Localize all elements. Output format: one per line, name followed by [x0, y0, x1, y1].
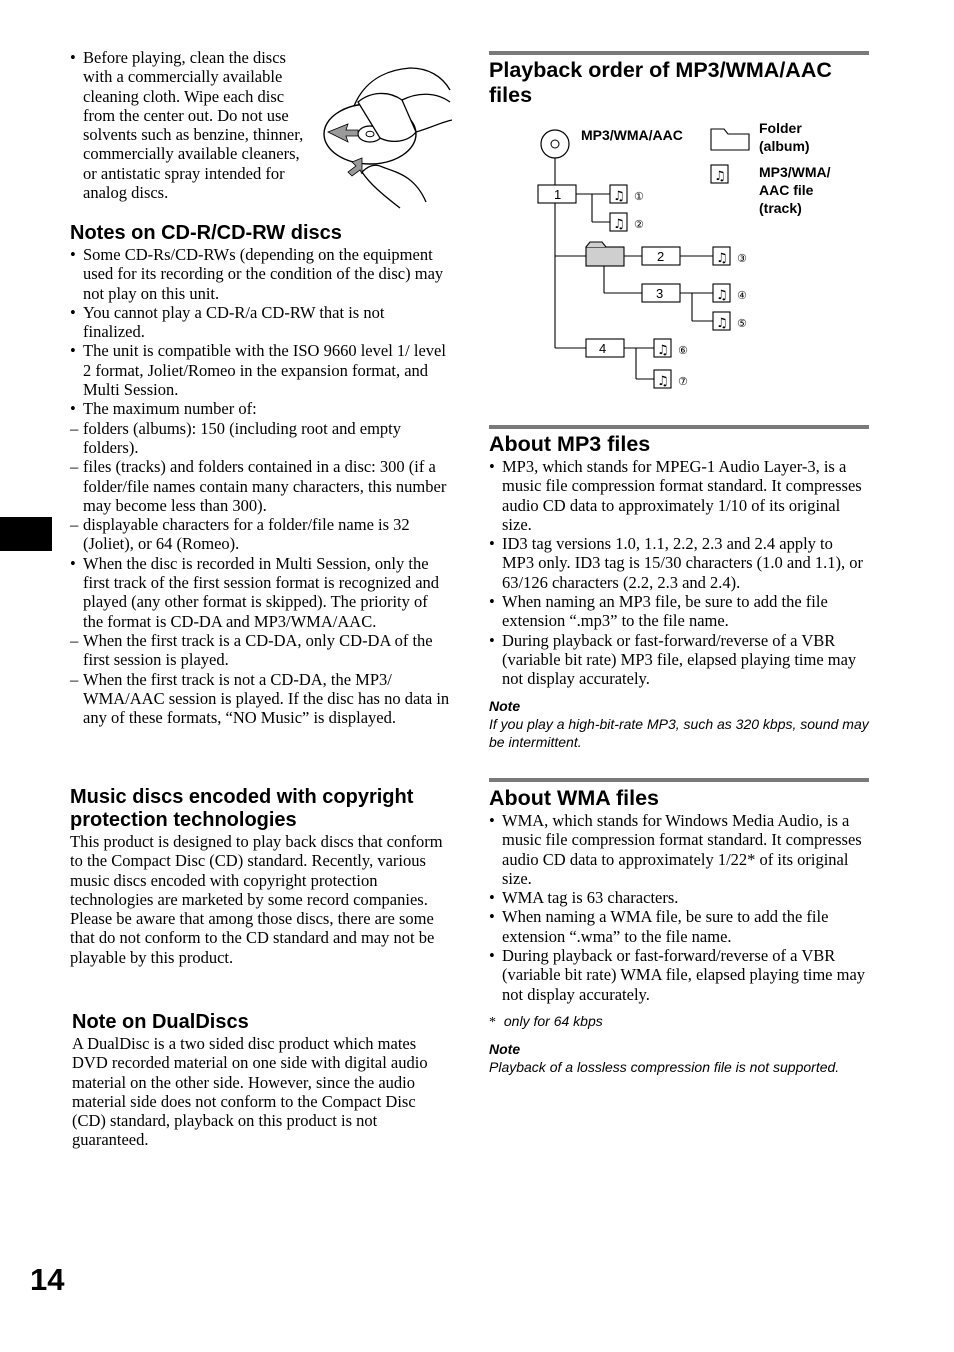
mp3-title: About MP3 files	[489, 432, 651, 456]
disc-cleaning-illustration	[318, 62, 458, 212]
legend-file-label-2: AAC file	[759, 182, 814, 198]
cleaning-section	[70, 48, 315, 202]
track-4	[713, 284, 747, 303]
track-number-6: ⑥	[678, 345, 688, 357]
cdr-bullet-3: • The unit is compatible with the ISO 9660 level 1/ level 2 format, Joliet/Romeo in the expansion format, and Multi Session.	[70, 341, 450, 399]
folder-box-3	[642, 284, 680, 302]
folder-number-1: 1	[554, 187, 562, 202]
cdr-bullet-4	[70, 399, 450, 418]
legend-file-icon	[711, 165, 728, 184]
folder-number-2: 2	[657, 249, 665, 264]
playback-order-diagram	[530, 118, 860, 398]
cdr-bullet-4-text: The maximum number of:	[83, 399, 257, 419]
track-2	[610, 213, 644, 232]
cdr-dash-1: – folders (albums): 150 (including root and empty folders).	[57, 419, 450, 458]
wma-footnote	[489, 1012, 869, 1032]
section-rule	[489, 778, 869, 782]
svg-text:♫: ♫	[716, 288, 728, 303]
section-rule	[489, 51, 869, 55]
track-7	[654, 370, 688, 389]
mp3-bullet-2: • ID3 tag versions 1.0, 1.1, 2.2, 2.3 and 2.4 apply to MP3 only. ID3 tag is 15/30 characters (1.0 and 1.1), or 63/126 characters (2.2, 2.3 and 2.4).	[489, 534, 869, 592]
copyright-section	[70, 786, 450, 967]
wma-footnote-text: only for 64 kbps	[503, 1012, 603, 1029]
track-1	[610, 185, 644, 204]
section-rule	[489, 425, 869, 429]
legend-file-label-1: MP3/WMA/	[759, 164, 831, 180]
legend-folder-icon	[711, 129, 749, 150]
copyright-text: This product is designed to play back discs that conform to the Compact Disc (CD) standard. Recently, various music discs encoded with copyright protection technologies are marketed by some record companies. Please be aware that among those discs, there are some that do not conform to the CD standard and may not be playable by this product.	[70, 832, 443, 967]
track-number-5: ⑤	[737, 318, 747, 330]
track-5	[713, 312, 747, 331]
cdr-title: Notes on CD-R/CD-RW discs	[70, 222, 342, 244]
cdr-bullet-5: • When the disc is recorded in Multi Session, only the first track of the first session format is recognized and played (any other format is skipped). The priority of the format is CD-DA and MP3/WMA/AAC.	[70, 554, 450, 631]
cdr-dash-2: – files (tracks) and folders contained in a disc: 300 (if a folder/file names contain many characters, this number may become less than 300).	[57, 457, 450, 515]
wma-section	[489, 786, 869, 1077]
cdr-bullet-2: • You cannot play a CD-R/a CD-RW that is not finalized.	[70, 303, 450, 342]
wma-bullet-1: • WMA, which stands for Windows Media Audio, is a music file compression format standard. It compresses audio CD data to approximately 1/22* of its original size.	[489, 811, 869, 888]
mp3-bullet-4: • During playback or fast-forward/reverse of a VBR (variable bit rate) MP3 file, elapsed playing time may not display accurately.	[489, 631, 869, 689]
mp3-note-text: If you play a high-bit-rate MP3, such as 320 kbps, sound may be intermittent.	[489, 715, 869, 751]
folder-number-3: 3	[656, 286, 664, 301]
dualdisc-title: Note on DualDiscs	[72, 1011, 249, 1033]
track-number-2: ②	[634, 219, 644, 231]
svg-text:♫: ♫	[714, 169, 726, 184]
track-number-7: ⑦	[678, 376, 688, 388]
folder-number-4: 4	[599, 341, 607, 356]
track-number-3: ③	[737, 253, 747, 265]
playback-order-section	[489, 58, 869, 108]
folder-box-1	[538, 185, 576, 203]
legend-file-label-3: (track)	[759, 200, 802, 216]
root-disc-hole	[551, 140, 559, 148]
copyright-title: Music discs encoded with copyright protection technologies	[70, 786, 414, 831]
legend-folder-label-2: (album)	[759, 138, 810, 154]
mp3-bullet-3: • When naming an MP3 file, be sure to add the file extension “.mp3” to the file name.	[489, 592, 869, 631]
folder-box-2	[642, 247, 680, 265]
cdr-section	[70, 222, 450, 727]
svg-text:♫: ♫	[716, 251, 728, 266]
mp3-section	[489, 432, 869, 752]
svg-text:♫: ♫	[613, 189, 625, 204]
mp3-note-heading: Note	[489, 697, 521, 714]
svg-text:♫: ♫	[716, 316, 728, 331]
cdr-bullet-1: • Some CD-Rs/CD-RWs (depending on the equipment used for its recording or the condition of the disc) may not play on this unit.	[70, 245, 450, 303]
wma-title: About WMA files	[489, 786, 659, 810]
playback-order-title: Playback order of MP3/WMA/AAC files	[489, 58, 832, 107]
wma-bullet-3: • When naming a WMA file, be sure to add the file extension “.wma” to the file name.	[489, 907, 869, 946]
legend-folder-label-1: Folder	[759, 120, 802, 136]
root-label: MP3/WMA/AAC	[581, 127, 683, 143]
wma-bullet-2: • WMA tag is 63 characters.	[489, 888, 869, 907]
track-6	[654, 339, 688, 358]
folder-box-4	[586, 339, 624, 357]
cdr-dash-3: – displayable characters for a folder/file name is 32 (Joliet), or 64 (Romeo).	[57, 515, 450, 554]
dualdisc-text: A DualDisc is a two sided disc product which mates DVD recorded material on one side with digital audio material on the other side. However, since the audio material side does not conform to the Compact Disc (CD) standard, playback on this product is not guaranteed.	[72, 1034, 428, 1150]
wma-note-text: Playback of a lossless compression file is not supported.	[489, 1059, 840, 1076]
wma-footnote-mark: *	[489, 1014, 496, 1030]
mp3-bullet-1: • MP3, which stands for MPEG-1 Audio Layer-3, is a music file compression format standard. It compresses audio CD data to approximately 1/10 of its original size.	[489, 457, 869, 534]
section-tab-marker	[0, 517, 52, 551]
cdr-dash-4: – When the first track is a CD-DA, only CD-DA of the first session is played.	[57, 631, 450, 670]
svg-text:♫: ♫	[657, 374, 669, 389]
cleaning-bullet: • Before playing, clean the discs with a commercially available cleaning cloth. Wipe each disc from the center out. Do not use solvents such as benzine, thinner, commercially available cleaners, or antistatic spray intended for analog discs.	[70, 48, 315, 202]
svg-text:♫: ♫	[657, 343, 669, 358]
track-number-1: ①	[634, 191, 644, 203]
cdr-dash-5: – When the first track is not a CD-DA, the MP3/ WMA/AAC session is played. If the disc has no data in any of these formats, “NO Music” is displayed.	[57, 670, 450, 728]
dualdisc-section	[72, 1011, 452, 1150]
wma-bullet-4: • During playback or fast-forward/reverse of a VBR (variable bit rate) WMA file, elapsed playing time may not display accurately.	[489, 946, 869, 1004]
root-album-folder	[586, 242, 624, 266]
svg-text:♫: ♫	[613, 217, 625, 232]
wma-note-heading: Note	[489, 1041, 521, 1058]
track-number-4: ④	[737, 290, 747, 302]
track-3	[713, 247, 747, 266]
page-number: 14	[30, 1262, 65, 1297]
